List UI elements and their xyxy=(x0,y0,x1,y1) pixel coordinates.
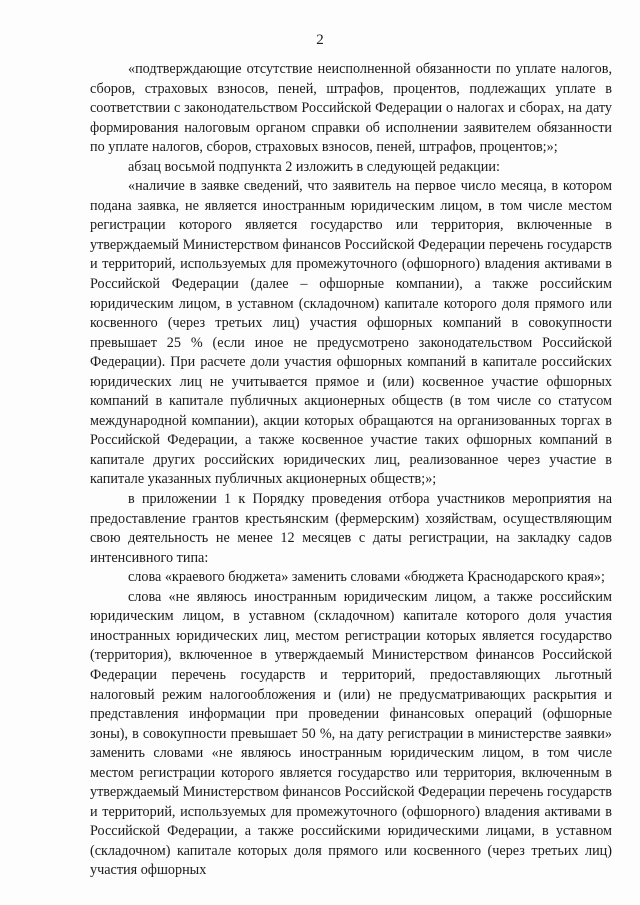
paragraph-1: «подтверждающие отсутствие неисполненной обязанности по уплате налогов, сборов, страховых взносов, пеней, штрафов, процентов, подлежащих уплате в соответствии с законодательством Российской Федерации о налогах и сборах, на дату формирования налоговым органом справки об исполнении заявителем обязанности по уплате налогов, сборов, страховых взносов, пеней, штрафов, процентов;»; xyxy=(90,61,612,156)
paragraph-2: абзац восьмой подпункта 2 изложить в следующей редакции: xyxy=(128,158,500,175)
paragraph-3: «наличие в заявке сведений, что заявитель на первое число месяца, в котором подана заявка, не является иностранным юридическим лицом, в том числе местом регистрации которого является государство или территория, включенные в утверждаемый Министерством финансов Российской Федерации перечень государств и территорий, используемых для промежуточного (офшорного) владения активами в Российской Федерации (далее – офшорные компании), а также российским юридическим лицом, в уставном (складочном) капитале которого доля прямого или косвенного (через третьих лиц) участия офшорных компаний в совокупности превышает 25 % (если иное не предусмотрено законодательством Российской Федерации). При расчете доли участия офшорных компаний в капитале российских юридических лиц не учитывается прямое и (или) косвенное участие офшорных компаний в капитале публичных акционерных обществ (в том числе со статусом международной компании), акции которых обращаются на организованных торгах в Российской Федерации, а также косвенное участие таких офшорных компаний в капитале других российских юридических лиц, реализованное через участие в капитале указанных публичных акционерных обществ;»; xyxy=(90,178,612,488)
document-body xyxy=(90,60,612,881)
paragraph-4: в приложении 1 к Порядку проведения отбора участников мероприятия на предоставление грантов крестьянским (фермерским) хозяйствам, осуществляющим свою деятельность не менее 12 месяцев с даты регистрации, на закладку садов интенсивного типа: xyxy=(90,491,612,566)
paragraph-6: слова «не являюсь иностранным юридическим лицом, а также российским юридическим лицом, в уставном (складочном) капитале которого доля участия иностранных юридических лиц, местом регистрации которых является государство (территория), включенное в утверждаемый Министерством финансов Российской Федерации перечень государств и территорий, предоставляющих льготный налоговый режим налогообложения и (или) не предусматривающих раскрытия и представления информации при проведении финансовых операций (офшорные зоны), в совокупности превышает 50 %, на дату регистрации в министерстве заявки» заменить словами «не являюсь иностранным юридическим лицом, в том числе местом регистрации которого является государство или территория, включенным в утверждаемый Министерством финансов Российской Федерации перечень государств и территорий, используемых для промежуточного (офшорного) владения активами в Российской Федерации, а также российскими юридическими лицами, в уставном (складочном) капитале которых доля прямого или косвенного (через третьих лиц) участия офшорных xyxy=(90,588,612,879)
paragraph-5: слова «краевого бюджета» заменить словами «бюджета Краснодарского края»; xyxy=(128,569,605,586)
page-number: 2 xyxy=(316,32,324,48)
